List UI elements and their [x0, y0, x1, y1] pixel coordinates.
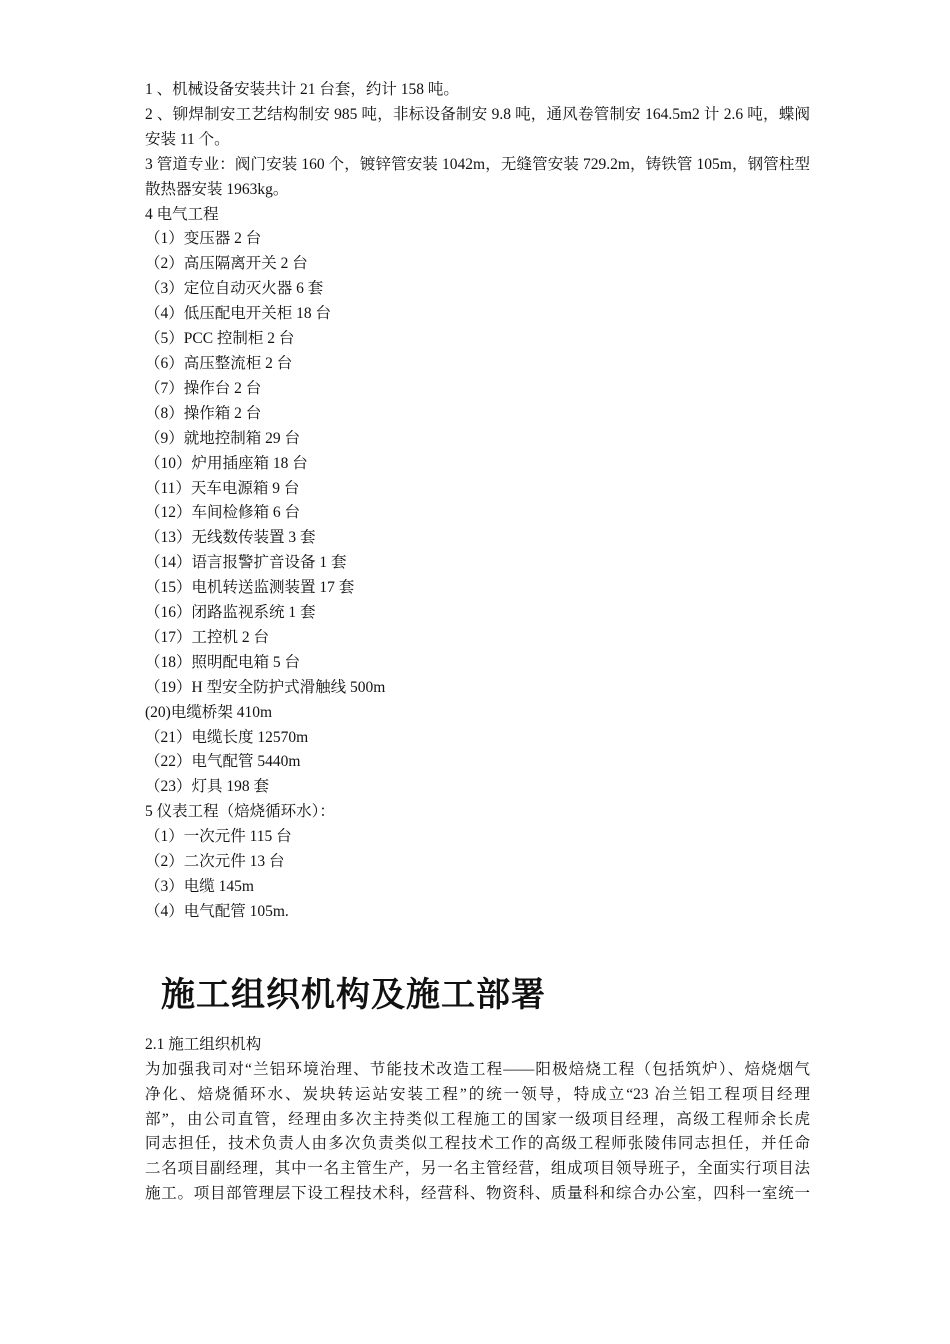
electrical-title: 4 电气工程: [145, 205, 219, 223]
document-content: [145, 78, 810, 1207]
list-item: （21）电缆长度 12570m: [145, 728, 309, 746]
list-item: （9）就地控制箱 29 台: [145, 429, 301, 447]
list-item: （19）H 型安全防护式滑触线 500m: [145, 678, 386, 696]
intro-item-3: 3 管道专业：阀门安装 160 个，镀锌管安装 1042m，无缝管安装 729.2m，铸铁管 105m，钢管柱型散热器安装 1963kg。: [145, 155, 810, 198]
list-item: （11）天车电源箱 9 台: [145, 479, 300, 497]
list-item: （2）二次元件 13 台: [145, 853, 285, 871]
instrument-list: [145, 825, 810, 925]
intro-item-1: 1 、机械设备安装共计 21 台套，约计 158 吨。: [145, 81, 459, 98]
body-line: 同志担任，技术负责人由多次负责类似工程技术工作的高级工程师张陵伟同志担任，并任命: [145, 1135, 810, 1153]
list-item: （8）操作箱 2 台: [145, 404, 262, 422]
list-item: （10）炉用插座箱 18 台: [145, 454, 308, 472]
list-item: （7）操作台 2 台: [145, 379, 262, 397]
list-item: （4）电气配管 105m.: [145, 902, 289, 920]
body-line: 二名项目副经理，其中一名主管生产，另一名主管经营，组成项目领导班子，全面实行项目法: [145, 1160, 810, 1178]
body-line: 部”，由公司直管，经理由多次主持类似工程施工的国家一级项目经理，高级工程师余长虎: [145, 1110, 810, 1128]
section-heading: 施工组织机构及施工部署: [161, 974, 546, 1015]
body-line: 施工。项目部管理层下设工程技术科，经营科、物资科、质量科和综合办公室，四科一室统一: [145, 1185, 810, 1203]
list-item: （17）工控机 2 台: [145, 628, 270, 646]
list-item: （4）低压配电开关柜 18 台: [145, 305, 332, 323]
list-item: （1）变压器 2 台: [145, 230, 262, 248]
list-item: （5）PCC 控制柜 2 台: [145, 330, 295, 348]
list-item: （12）车间检修箱 6 台: [145, 504, 301, 522]
intro-item-2: 2 、铆焊制安工艺结构制安 985 吨，非标设备制安 9.8 吨，通风卷管制安 164.5m2 计 2.6 吨，蝶阀安装 11 个。: [145, 105, 810, 148]
list-item: （3）电缆 145m: [145, 878, 254, 895]
list-item: (20)电缆桥架 410m: [145, 703, 273, 721]
section-body: [145, 1058, 810, 1207]
electrical-list: [145, 227, 810, 800]
body-line: 净化、焙烧循环水、炭块转运站安装工程”的统一领导，特成立“23 冶兰铝工程项目经理: [145, 1085, 810, 1103]
list-item: （1）一次元件 115 台: [145, 828, 292, 846]
instrument-title: 5 仪表工程（焙烧循环水）：: [145, 803, 335, 821]
list-item: （13）无线数传装置 3 套: [145, 529, 316, 547]
body-line: 为加强我司对“兰铝环境治理、节能技术改造工程——阳极焙烧工程（包括筑炉）、焙烧烟气: [145, 1060, 810, 1078]
list-item: （3）定位自动灭火器 6 套: [145, 280, 324, 298]
list-item: （16）闭路监视系统 1 套: [145, 604, 316, 622]
list-item: （23）灯具 198 套: [145, 778, 270, 796]
list-item: （2）高压隔离开关 2 台: [145, 255, 308, 273]
list-item: （14）语言报警扩音设备 1 套: [145, 554, 347, 572]
list-item: （22）电气配管 5440m: [145, 753, 301, 771]
section-subheading: 2.1 施工组织机构: [145, 1035, 262, 1053]
list-item: （15）电机转送监测装置 17 套: [145, 579, 355, 597]
list-item: （18）照明配电箱 5 台: [145, 653, 301, 671]
list-item: （6）高压整流柜 2 台: [145, 354, 293, 372]
